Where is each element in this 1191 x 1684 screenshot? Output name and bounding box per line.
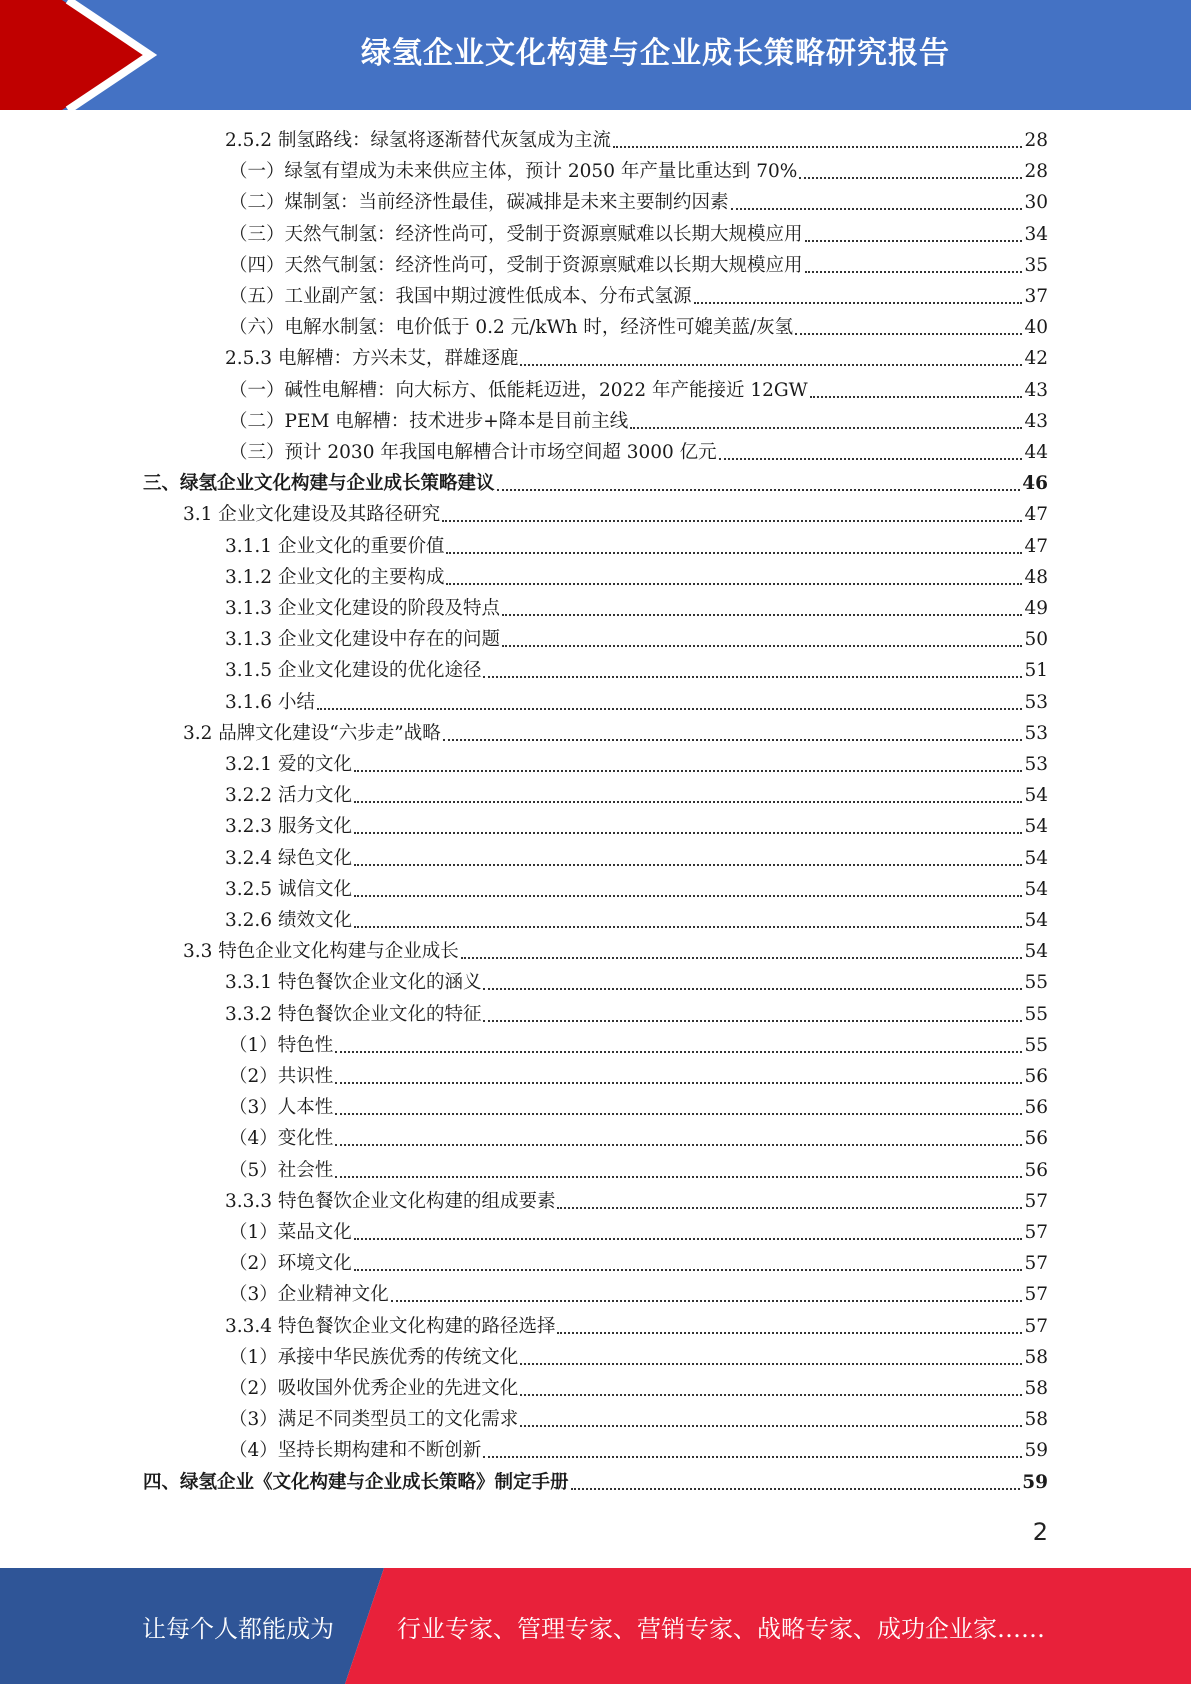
toc-leader-dots (335, 1144, 1022, 1146)
toc-entry[interactable] (229, 1219, 1048, 1247)
toc-entry[interactable] (225, 1188, 1048, 1216)
toc-entry[interactable] (229, 221, 1048, 249)
toc-entry[interactable] (229, 283, 1048, 311)
toc-entry-page: 57 (1024, 1190, 1048, 1212)
toc-entry-title: （一）碱性电解槽：向大标方、低能耗迈进，2022 年产能接近 12GW (229, 379, 808, 401)
toc-leader-dots (461, 957, 1023, 959)
toc-entry-page: 43 (1024, 410, 1048, 432)
toc-entry-title: （二）煤制氢：当前经济性最佳，碳减排是未来主要制约因素 (229, 192, 729, 214)
toc-entry-title: （三）天然气制氢：经济性尚可，受制于资源禀赋难以长期大规模应用 (229, 223, 803, 245)
toc-entry[interactable] (225, 533, 1048, 561)
toc-entry-title: 3.2 品牌文化建设“六步走”战略 (183, 722, 441, 744)
toc-entry-title: 3.3 特色企业文化构建与企业成长 (183, 941, 459, 963)
toc-entry-title: 3.2.1 爱的文化 (225, 754, 352, 775)
toc-entry-page: 34 (1024, 223, 1048, 245)
toc-entry[interactable] (229, 314, 1048, 342)
toc-entry-title: （1）菜品文化 (229, 1222, 352, 1243)
toc-leader-dots (805, 240, 1023, 242)
toc-leader-dots (446, 583, 1022, 585)
toc-entry-title: （1）特色性 (229, 1034, 334, 1056)
toc-entry-page: 37 (1024, 286, 1048, 307)
toc-leader-dots (502, 645, 1022, 647)
page-header (0, 0, 1191, 110)
toc-leader-dots (630, 427, 1022, 429)
toc-entry-page: 55 (1024, 1003, 1048, 1025)
toc-entry-page: 57 (1024, 1253, 1048, 1275)
toc-leader-dots (317, 708, 1023, 710)
toc-leader-dots (443, 739, 1023, 741)
toc-entry-page: 42 (1024, 348, 1048, 370)
toc-entry-title: （2）共识性 (229, 1066, 334, 1087)
toc-entry-page: 57 (1024, 1315, 1048, 1337)
toc-entry[interactable] (225, 876, 1048, 904)
toc-entry[interactable] (225, 845, 1048, 873)
toc-leader-dots (795, 333, 1022, 335)
toc-entry[interactable] (225, 969, 1048, 997)
toc-entry-title: 四、绿氢企业《文化构建与企业成长策略》制定手册 (143, 1471, 569, 1493)
toc-entry-title: （3）人本性 (229, 1097, 334, 1119)
toc-entry-page: 59 (1022, 1471, 1048, 1493)
toc-entry-title: 3.3.1 特色餐饮企业文化的涵义 (225, 972, 482, 994)
toc-leader-dots (442, 520, 1022, 522)
toc-entry-title: （五）工业副产氢：我国中期过渡性低成本、分布式氢源 (229, 286, 692, 307)
toc-entry-page: 43 (1024, 379, 1048, 401)
toc-entry[interactable] (225, 751, 1048, 779)
toc-entry[interactable] (229, 252, 1048, 280)
toc-leader-dots (719, 458, 1023, 460)
toc-entry[interactable] (229, 1125, 1048, 1153)
header-title: 绿氢企业文化构建与企业成长策略研究报告 (361, 36, 950, 71)
toc-leader-dots (354, 770, 1023, 772)
toc-leader-dots (805, 271, 1023, 273)
toc-entry[interactable] (229, 1157, 1048, 1185)
toc-entry[interactable] (143, 1469, 1048, 1497)
toc-leader-dots (731, 208, 1023, 210)
toc-entry-title: 3.3.2 特色餐饮企业文化的特征 (225, 1003, 482, 1025)
toc-entry-page: 54 (1024, 878, 1048, 900)
toc-entry-title: 3.1.3 企业文化建设的阶段及特点 (225, 598, 500, 619)
toc-entry-title: （四）天然气制氢：经济性尚可，受制于资源禀赋难以长期大规模应用 (229, 254, 803, 276)
toc-entry-title: 2.5.2 制氢路线：绿氢将逐渐替代灰氢成为主流 (225, 130, 611, 151)
toc-leader-dots (354, 801, 1023, 803)
toc-entry[interactable] (183, 938, 1048, 966)
toc-entry-page: 53 (1024, 722, 1048, 744)
toc-entry[interactable] (225, 689, 1048, 717)
toc-entry-title: （三）预计 2030 年我国电解槽合计市场空间超 3000 亿元 (229, 442, 717, 463)
toc-entry[interactable] (225, 1313, 1048, 1341)
header-red-arrow (0, 0, 146, 110)
toc-leader-dots (520, 1425, 1022, 1427)
toc-entry-title: （1）承接中华民族优秀的传统文化 (229, 1346, 519, 1368)
toc-leader-dots (571, 1488, 1021, 1490)
toc-entry[interactable] (225, 564, 1048, 592)
toc-entry-page: 56 (1024, 1066, 1048, 1087)
toc-entry[interactable] (225, 1001, 1048, 1029)
toc-entry[interactable] (225, 345, 1048, 373)
toc-entry[interactable] (225, 595, 1048, 623)
toc-entry[interactable] (229, 1344, 1048, 1372)
toc-leader-dots (335, 1113, 1022, 1115)
toc-entry-page: 54 (1024, 847, 1048, 869)
toc-entry-page: 57 (1024, 1284, 1048, 1306)
toc-entry-page: 57 (1024, 1222, 1048, 1243)
toc-entry[interactable] (225, 813, 1048, 841)
toc-entry-page: 35 (1024, 254, 1048, 276)
toc-entry-title: 3.2.6 绩效文化 (225, 910, 352, 931)
toc-entry-page: 56 (1024, 1128, 1048, 1150)
toc-entry-page: 53 (1024, 691, 1048, 713)
toc-entry-title: 3.1.2 企业文化的主要构成 (225, 566, 445, 588)
toc-entry-title: 三、绿氢企业文化构建与企业成长策略建议 (143, 473, 495, 495)
toc-entry-title: （5）社会性 (229, 1159, 334, 1181)
toc-leader-dots (520, 364, 1022, 366)
toc-entry[interactable] (225, 626, 1048, 654)
toc-leader-dots (557, 1207, 1022, 1209)
toc-entry-title: （二）PEM 电解槽：技术进步+降本是目前主线 (229, 410, 629, 432)
toc-entry-page: 54 (1024, 910, 1048, 931)
toc-entry[interactable] (229, 1281, 1048, 1309)
toc-entry-title: 3.2.4 绿色文化 (225, 847, 352, 869)
toc-leader-dots (520, 1363, 1022, 1365)
toc-entry-title: 3.2.5 诚信文化 (225, 878, 352, 900)
page-number: 2 (1032, 1518, 1048, 1546)
toc-entry[interactable] (143, 470, 1048, 498)
toc-entry[interactable] (229, 1032, 1048, 1060)
toc-entry[interactable] (225, 127, 1048, 155)
toc-entry-page: 51 (1024, 660, 1048, 682)
toc-entry-page: 56 (1024, 1097, 1048, 1119)
toc-entry-page: 47 (1024, 504, 1048, 526)
toc-entry-title: （一）绿氢有望成为未来供应主体，预计 2050 年产量比重达到 70% (229, 161, 798, 183)
toc-leader-dots (613, 146, 1022, 148)
toc-entry[interactable] (229, 408, 1048, 436)
toc-entry-title: 3.1.1 企业文化的重要价值 (225, 535, 445, 557)
toc-leader-dots (497, 489, 1021, 491)
toc-entry-title: 3.1 企业文化建设及其路径研究 (183, 504, 441, 526)
toc-entry-page: 56 (1024, 1159, 1048, 1181)
toc-entry-title: 3.1.6 小结 (225, 691, 315, 713)
toc-leader-dots (391, 1300, 1023, 1302)
toc-entry-page: 54 (1024, 816, 1048, 838)
toc-entry[interactable] (229, 1250, 1048, 1278)
toc-leader-dots (335, 1051, 1022, 1053)
toc-entry[interactable] (229, 1063, 1048, 1091)
toc-entry-page: 58 (1024, 1378, 1048, 1399)
toc-entry[interactable] (183, 720, 1048, 748)
toc-entry-page: 44 (1024, 442, 1048, 463)
toc-leader-dots (694, 302, 1023, 304)
footer-slogan-right: 行业专家、管理专家、营销专家、战略专家、成功企业家…… (397, 1614, 1045, 1643)
toc-leader-dots (354, 1238, 1023, 1240)
toc-entry-page: 40 (1024, 317, 1048, 339)
toc-entry-page: 28 (1024, 130, 1048, 151)
toc-leader-dots (483, 1020, 1022, 1022)
toc-entry-page: 59 (1024, 1440, 1048, 1462)
toc-entry-page: 30 (1024, 192, 1048, 214)
toc-entry[interactable] (229, 1375, 1048, 1403)
toc-leader-dots (483, 676, 1022, 678)
toc-entry-page: 49 (1024, 598, 1048, 619)
toc-leader-dots (446, 552, 1022, 554)
toc-leader-dots (520, 1394, 1022, 1396)
toc-entry-title: （4）变化性 (229, 1128, 334, 1150)
toc-entry-page: 54 (1024, 941, 1048, 963)
toc-entry-page: 28 (1024, 161, 1048, 183)
toc-entry-page: 55 (1024, 972, 1048, 994)
toc-entry[interactable] (229, 1437, 1048, 1465)
toc-entry-title: 3.3.4 特色餐饮企业文化构建的路径选择 (225, 1315, 556, 1337)
toc-leader-dots (354, 926, 1023, 928)
toc-entry-title: （4）坚持长期构建和不断创新 (229, 1440, 482, 1462)
toc-entry-page: 54 (1024, 785, 1048, 807)
toc-entry-title: 3.1.5 企业文化建设的优化途径 (225, 660, 482, 682)
toc-entry-page: 55 (1024, 1034, 1048, 1056)
toc-entry-page: 47 (1024, 535, 1048, 557)
footer-slogan-left: 让每个人都能成为 (142, 1614, 334, 1643)
toc-entry-page: 58 (1024, 1346, 1048, 1368)
toc-entry[interactable] (225, 907, 1048, 935)
toc-entry[interactable] (229, 377, 1048, 405)
toc-leader-dots (483, 1456, 1022, 1458)
toc-entry[interactable] (229, 189, 1048, 217)
toc-entry[interactable] (183, 501, 1048, 529)
toc-entry-title: 2.5.3 电解槽：方兴未艾，群雄逐鹿 (225, 348, 519, 370)
toc-leader-dots (354, 1269, 1023, 1271)
toc-entry-title: （2）吸收国外优秀企业的先进文化 (229, 1378, 519, 1399)
toc-entry-title: （2）环境文化 (229, 1253, 352, 1275)
toc-entry-page: 50 (1024, 629, 1048, 651)
toc-entry-title: 3.2.3 服务文化 (225, 816, 352, 838)
toc-entry[interactable] (225, 657, 1048, 685)
toc-leader-dots (354, 864, 1023, 866)
toc-leader-dots (810, 396, 1023, 398)
toc-entry-title: 3.2.2 活力文化 (225, 785, 352, 807)
toc-entry[interactable] (225, 782, 1048, 810)
toc-leader-dots (483, 988, 1022, 990)
page-footer (0, 1568, 1191, 1684)
toc-entry-page: 48 (1024, 566, 1048, 588)
toc-leader-dots (557, 1332, 1022, 1334)
toc-leader-dots (335, 1176, 1022, 1178)
toc-leader-dots (502, 614, 1022, 616)
toc-entry-page: 53 (1024, 754, 1048, 775)
toc-entry-title: 3.1.3 企业文化建设中存在的问题 (225, 629, 500, 651)
toc-leader-dots (799, 177, 1022, 179)
toc-entry[interactable] (229, 439, 1048, 467)
toc-entry-title: （六）电解水制氢：电价低于 0.2 元/kWh 时，经济性可媲美蓝/灰氢 (229, 317, 794, 339)
toc-entry[interactable] (229, 1094, 1048, 1122)
toc-leader-dots (335, 1082, 1022, 1084)
toc-leader-dots (354, 895, 1023, 897)
toc-entry-title: （3）企业精神文化 (229, 1284, 389, 1306)
toc-entry-title: （3）满足不同类型员工的文化需求 (229, 1409, 519, 1431)
toc-entry-page: 58 (1024, 1409, 1048, 1431)
toc-entry-page: 46 (1022, 473, 1048, 495)
toc-leader-dots (354, 832, 1023, 834)
toc-entry[interactable] (229, 1406, 1048, 1434)
toc-entry[interactable] (229, 158, 1048, 186)
toc-entry-title: 3.3.3 特色餐饮企业文化构建的组成要素 (225, 1190, 556, 1212)
